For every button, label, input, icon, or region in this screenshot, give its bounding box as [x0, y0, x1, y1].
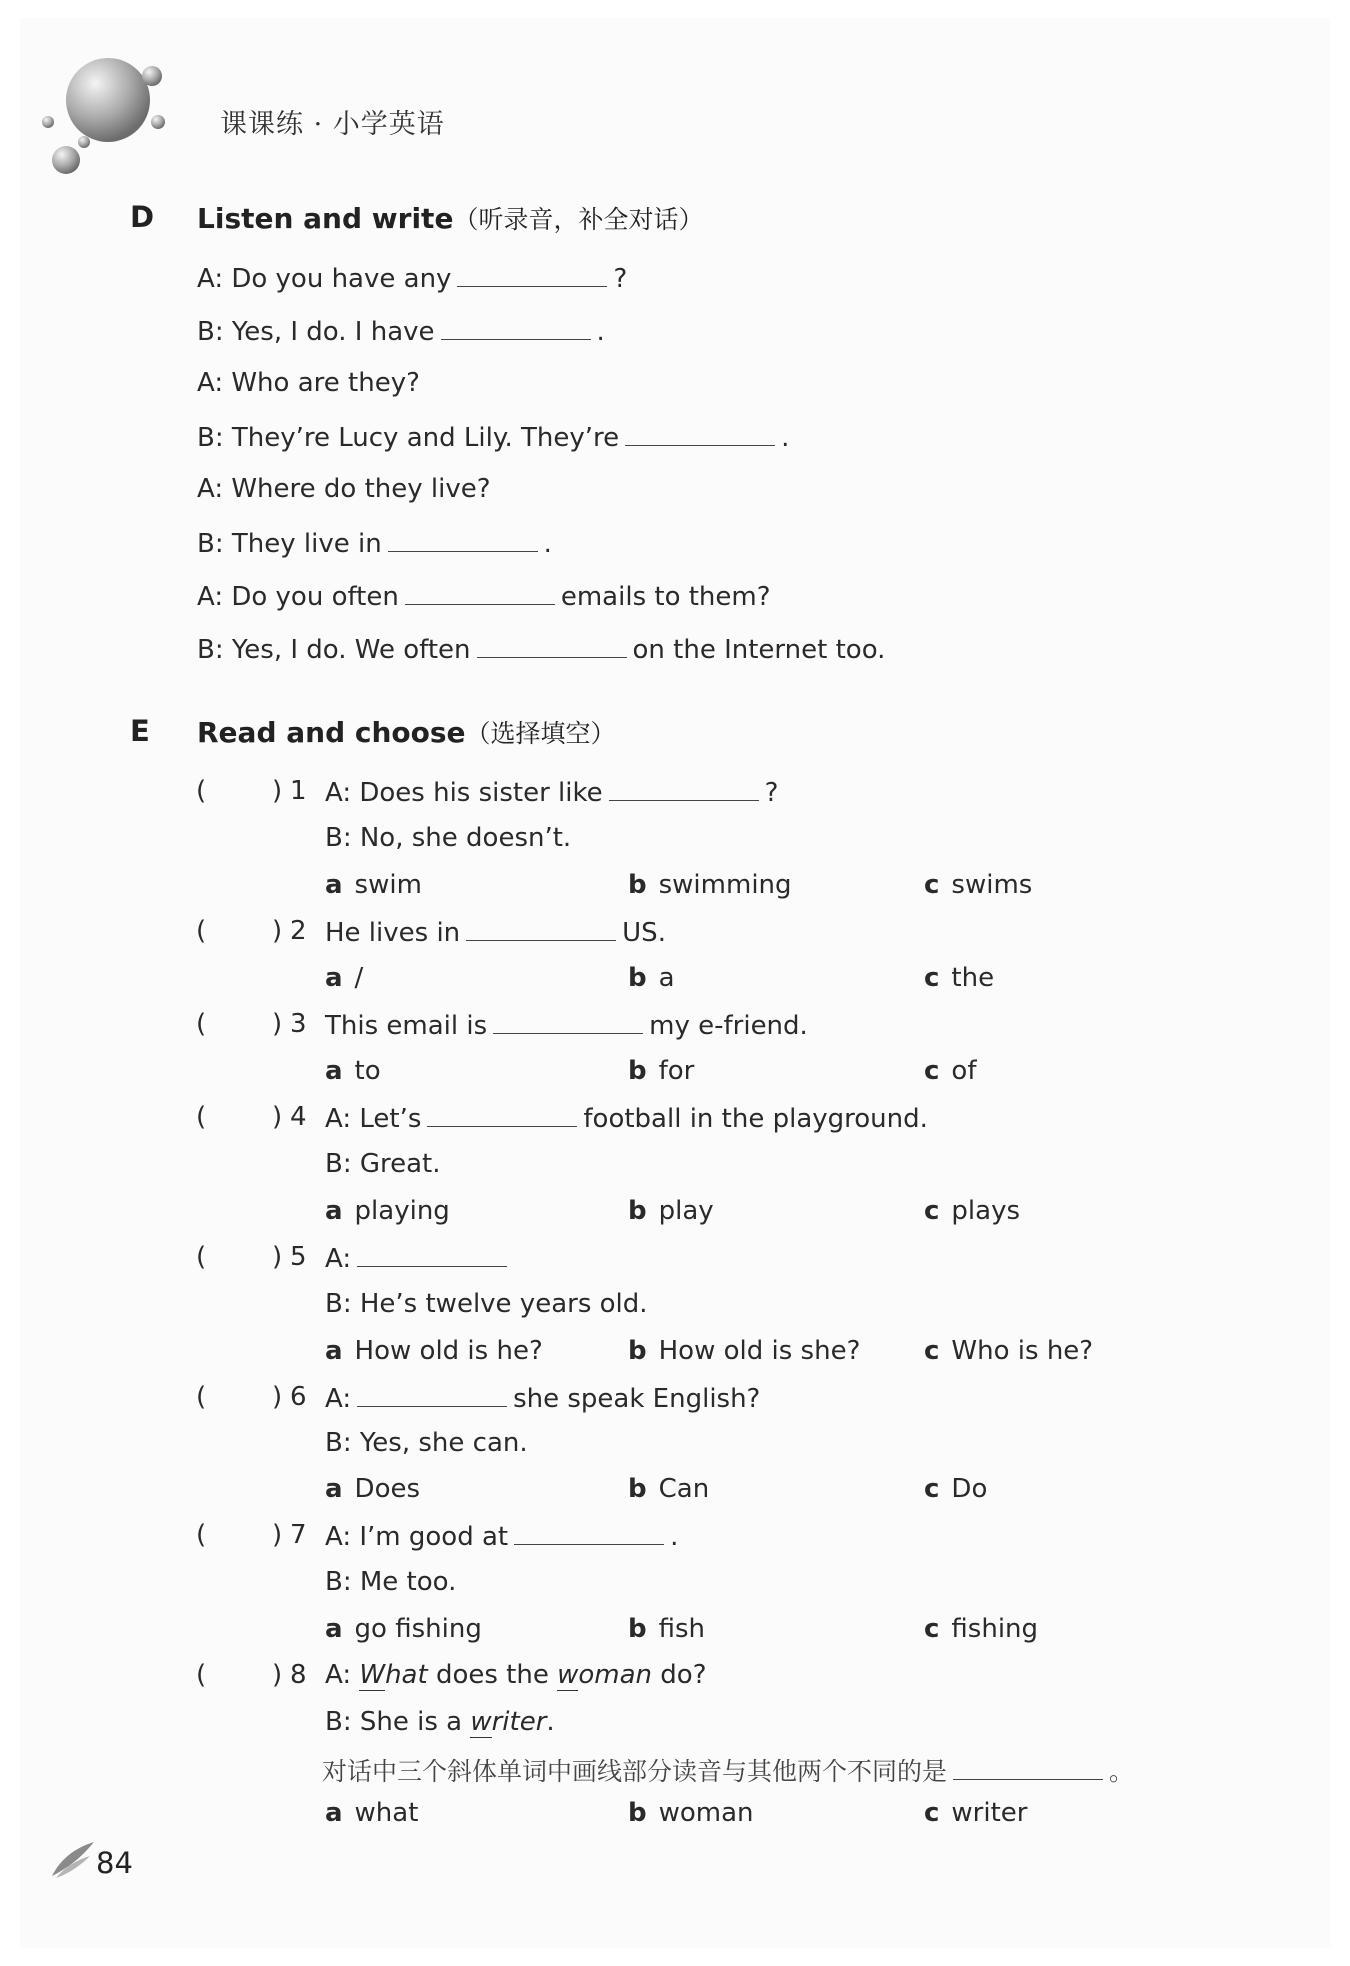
option-text: swims: [951, 870, 1033, 900]
dialogue-line: [197, 262, 627, 294]
line-text-after: .: [543, 529, 552, 559]
answer-paren-close: ): [272, 1660, 283, 1690]
option-text: fishing: [951, 1614, 1039, 1644]
option-b[interactable]: [628, 1196, 714, 1226]
prompt-end: 。: [1109, 1757, 1135, 1786]
option-a[interactable]: [325, 1336, 543, 1366]
answer-blank[interactable]: [514, 1520, 664, 1545]
line-text-after: emails to them?: [560, 582, 771, 612]
line-text: B: Yes, I do. We often: [197, 635, 471, 665]
option-text: playing: [354, 1196, 450, 1226]
answer-blank[interactable]: [427, 1102, 577, 1127]
option-letter: c: [924, 1798, 940, 1828]
option-b[interactable]: [628, 1474, 709, 1504]
option-b[interactable]: [628, 1614, 705, 1644]
answer-blank[interactable]: [477, 633, 627, 658]
option-text: what: [354, 1798, 419, 1828]
answer-blank[interactable]: [953, 1755, 1103, 1780]
option-text: of: [951, 1056, 977, 1086]
option-a[interactable]: [325, 1614, 482, 1644]
question-number: 5: [290, 1242, 307, 1272]
answer-paren-open[interactable]: (: [196, 1660, 207, 1690]
question-number: 6: [290, 1382, 307, 1412]
option-text: How old is she?: [658, 1336, 861, 1366]
word-rest: hat: [385, 1660, 428, 1690]
question-text: does the: [427, 1660, 558, 1690]
option-c[interactable]: [924, 1614, 1038, 1644]
section-e-title: [197, 714, 616, 750]
option-c[interactable]: [924, 1196, 1020, 1226]
italic-word: [470, 1707, 546, 1738]
option-letter: b: [628, 1336, 647, 1366]
answer-blank[interactable]: [609, 776, 759, 801]
italic-word: [557, 1660, 652, 1691]
question-text-after: football in the playground.: [583, 1104, 928, 1134]
answer-paren-open[interactable]: (: [196, 1009, 207, 1039]
question-line: [325, 1660, 707, 1690]
section-d-title: [197, 200, 703, 236]
option-b[interactable]: [628, 1798, 754, 1828]
answer-blank[interactable]: [388, 527, 538, 552]
option-letter: b: [628, 1196, 647, 1226]
option-text: go fishing: [354, 1614, 482, 1644]
option-letter: a: [325, 870, 343, 900]
question-text: A: Let’s: [325, 1104, 422, 1134]
line-text: A: Who are they?: [197, 368, 420, 398]
word-rest: riter: [491, 1707, 547, 1737]
answer-blank[interactable]: [357, 1382, 507, 1407]
question-text: A:: [325, 1660, 360, 1690]
answer-paren-open[interactable]: (: [196, 916, 207, 946]
response-text: .: [546, 1707, 555, 1737]
line-text: A: Where do they live?: [197, 474, 491, 504]
question-response: B: He’s twelve years old.: [325, 1289, 648, 1319]
response-text: B: She is a: [325, 1707, 471, 1737]
option-text: Can: [658, 1474, 710, 1504]
option-letter: b: [628, 870, 647, 900]
question-text-after: US.: [622, 918, 666, 948]
option-text: fish: [658, 1614, 706, 1644]
option-text: /: [354, 963, 364, 993]
question-text: A:: [325, 1244, 352, 1274]
question-response: B: Great.: [325, 1149, 441, 1179]
question-number: 1: [290, 776, 307, 806]
answer-blank[interactable]: [357, 1242, 507, 1267]
option-b[interactable]: [628, 1336, 860, 1366]
section-d-subtitle: （听录音，补全对话）: [453, 205, 704, 234]
question-response: B: Yes, she can.: [325, 1428, 528, 1458]
option-text: the: [951, 963, 995, 993]
option-text: How old is he?: [354, 1336, 543, 1366]
underlined-letters: w: [470, 1707, 492, 1737]
option-letter: b: [628, 1056, 647, 1086]
question-response: B: Me too.: [325, 1567, 457, 1597]
option-c[interactable]: [924, 963, 994, 993]
question-number: 2: [290, 916, 307, 946]
option-letter: c: [924, 1336, 940, 1366]
line-text: B: Yes, I do. I have: [197, 317, 435, 347]
question-text: do?: [652, 1660, 707, 1690]
answer-paren-close: ): [272, 776, 283, 806]
answer-paren-close: ): [272, 1382, 283, 1412]
option-letter: c: [924, 1056, 940, 1086]
dialogue-line: [197, 421, 789, 453]
option-a[interactable]: [325, 870, 422, 900]
section-d-letter: D: [130, 200, 155, 234]
option-letter: b: [628, 1474, 647, 1504]
option-text: woman: [658, 1798, 754, 1828]
question-number: 7: [290, 1520, 307, 1550]
option-a[interactable]: [325, 1056, 381, 1086]
line-text: B: They’re Lucy and Lily. They’re: [197, 423, 620, 453]
line-text-after: ?: [613, 264, 628, 294]
option-text: for: [658, 1056, 695, 1086]
option-c[interactable]: [924, 1798, 1027, 1828]
question-number: 4: [290, 1102, 307, 1132]
answer-paren-close: ): [272, 1009, 283, 1039]
dialogue-line: [197, 527, 552, 559]
option-letter: a: [325, 1336, 343, 1366]
italic-word: [359, 1660, 427, 1691]
option-text: plays: [951, 1196, 1021, 1226]
section-e-letter: E: [130, 714, 150, 748]
option-c[interactable]: [924, 1056, 976, 1086]
option-letter: c: [924, 1614, 940, 1644]
question-text-after: .: [670, 1522, 679, 1552]
dialogue-line: [197, 474, 491, 504]
page-number: 84: [96, 1846, 133, 1880]
dialogue-line: [197, 580, 771, 612]
question-text-after: she speak English?: [513, 1384, 761, 1414]
option-a[interactable]: [325, 1474, 420, 1504]
option-text: writer: [951, 1798, 1028, 1828]
question-line: [325, 916, 666, 948]
answer-paren-open[interactable]: (: [196, 1242, 207, 1272]
line-text: B: They live in: [197, 529, 382, 559]
answer-paren-open[interactable]: (: [196, 776, 207, 806]
dialogue-line: [197, 633, 885, 665]
question-number: 3: [290, 1009, 307, 1039]
line-text: A: Do you have any: [197, 264, 452, 294]
option-b[interactable]: [628, 870, 792, 900]
answer-paren-close: ): [272, 1520, 283, 1550]
question-text-after: my e-friend.: [649, 1011, 808, 1041]
option-text: Does: [354, 1474, 421, 1504]
option-letter: c: [924, 1474, 940, 1504]
option-letter: c: [924, 870, 940, 900]
option-c[interactable]: [924, 1474, 987, 1504]
option-c[interactable]: [924, 1336, 1093, 1366]
answer-blank[interactable]: [493, 1009, 643, 1034]
pronunciation-prompt: [322, 1752, 1134, 1788]
option-b[interactable]: [628, 1056, 694, 1086]
question-number: 8: [290, 1660, 307, 1690]
prompt-text: 对话中三个斜体单词中画线部分读音与其他两个不同的是: [322, 1757, 948, 1786]
option-a[interactable]: [325, 1196, 450, 1226]
option-letter: a: [325, 1056, 343, 1086]
line-text: A: Do you often: [197, 582, 399, 612]
option-letter: b: [628, 1614, 647, 1644]
option-letter: a: [325, 1474, 343, 1504]
option-letter: a: [325, 1798, 343, 1828]
question-line: [325, 1382, 760, 1414]
option-b[interactable]: [628, 963, 675, 993]
section-e-title-text: Read and choose: [197, 716, 466, 749]
option-text: Do: [951, 1474, 988, 1504]
option-letter: b: [628, 963, 647, 993]
dialogue-line: [197, 368, 420, 398]
answer-blank[interactable]: [405, 580, 555, 605]
option-c[interactable]: [924, 870, 1032, 900]
page: [20, 18, 1330, 1948]
line-text-after: .: [781, 423, 790, 453]
question-text-after: ?: [764, 778, 779, 808]
question-line: [325, 1009, 808, 1041]
option-letter: a: [325, 963, 343, 993]
section-e-subtitle: （选择填空）: [465, 719, 616, 748]
question-line: [325, 1102, 928, 1134]
answer-blank[interactable]: [457, 262, 607, 287]
line-text-after: on the Internet too.: [632, 635, 886, 665]
leaf-decoration-icon: [50, 1840, 96, 1880]
option-text: a: [658, 963, 675, 993]
answer-paren-open[interactable]: (: [196, 1520, 207, 1550]
question-text: He lives in: [325, 918, 461, 948]
option-text: to: [354, 1056, 381, 1086]
question-text: A: Does his sister like: [325, 778, 603, 808]
answer-blank[interactable]: [466, 916, 616, 941]
option-a[interactable]: [325, 963, 363, 993]
question-line: [325, 1242, 513, 1274]
line-text-after: .: [596, 317, 605, 347]
underlined-letters: w: [557, 1660, 579, 1690]
option-a[interactable]: [325, 1798, 418, 1828]
question-text: A:: [325, 1384, 352, 1414]
word-rest: oman: [578, 1660, 653, 1690]
option-text: swimming: [658, 870, 792, 900]
underlined-letters: W: [359, 1660, 386, 1690]
bubbles-decoration-icon: [40, 50, 180, 180]
option-text: Who is he?: [951, 1336, 1094, 1366]
question-text: This email is: [325, 1011, 488, 1041]
answer-paren-open[interactable]: (: [196, 1382, 207, 1412]
question-text: A: I’m good at: [325, 1522, 509, 1552]
option-letter: b: [628, 1798, 647, 1828]
question-line: [325, 1520, 678, 1552]
book-title: 课课练 · 小学英语: [220, 109, 445, 140]
option-letter: a: [325, 1614, 343, 1644]
option-letter: c: [924, 963, 940, 993]
answer-blank[interactable]: [625, 421, 775, 446]
option-letter: c: [924, 1196, 940, 1226]
question-response: [325, 1707, 555, 1737]
option-letter: a: [325, 1196, 343, 1226]
option-text: play: [658, 1196, 714, 1226]
answer-paren-open[interactable]: (: [196, 1102, 207, 1132]
answer-paren-close: ): [272, 1102, 283, 1132]
dialogue-line: [197, 315, 605, 347]
answer-paren-close: ): [272, 916, 283, 946]
option-text: swim: [354, 870, 422, 900]
question-line: [325, 776, 778, 808]
section-d-title-text: Listen and write: [197, 202, 454, 235]
question-response: B: No, she doesn’t.: [325, 823, 572, 853]
answer-blank[interactable]: [441, 315, 591, 340]
answer-paren-close: ): [272, 1242, 283, 1272]
